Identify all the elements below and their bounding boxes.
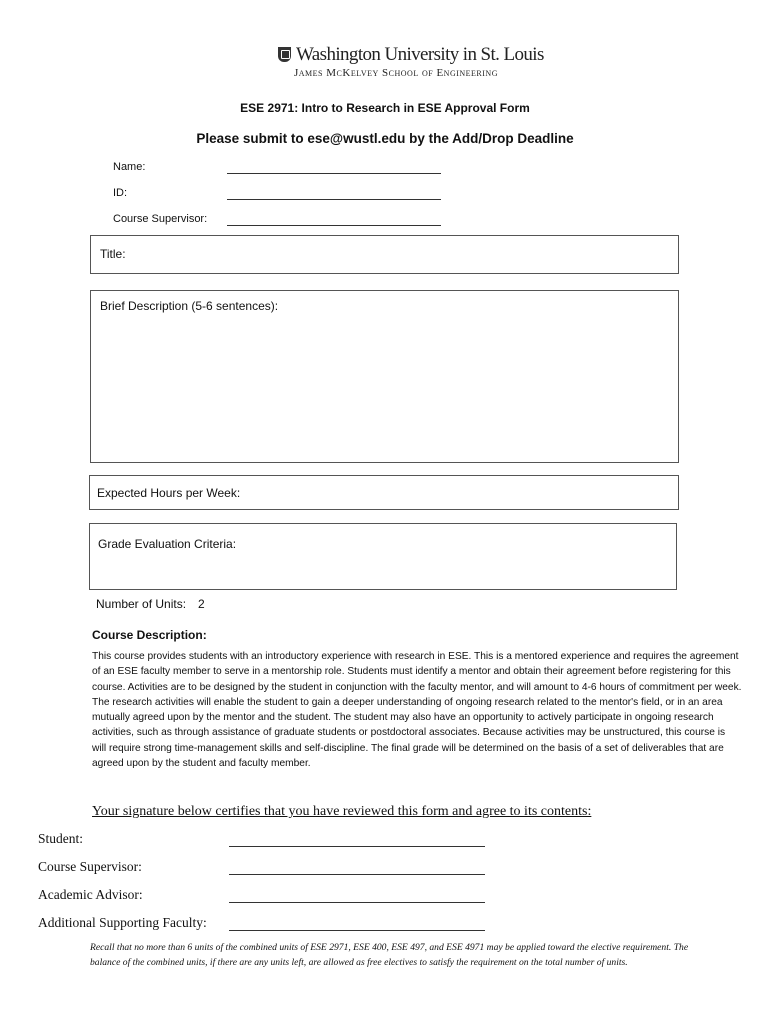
student-signature-field[interactable]: [229, 845, 485, 847]
advisor-signature-label: Academic Advisor:: [38, 887, 143, 902]
university-name: Washington University in St. Louis: [296, 44, 544, 65]
units-row: [96, 597, 205, 611]
title-box-label: Title:: [100, 247, 126, 261]
grade-criteria-box-label: Grade Evaluation Criteria:: [98, 537, 237, 551]
course-description-heading: Course Description:: [92, 628, 207, 642]
grade-criteria-box[interactable]: [89, 523, 677, 590]
id-field[interactable]: [227, 198, 441, 200]
title-box[interactable]: [90, 235, 679, 274]
university-logo: [278, 44, 544, 84]
supervisor-signature-label: Course Supervisor:: [38, 859, 142, 874]
units-recall-note: Recall that no more than 6 units of the combined units of ESE 2971, ESE 400, ESE 497, and ESE 4971 may be applied toward the elective requirement. The balance of the combined units, if there are any units left, are allowed as free electives to satisfy the requirement on the total number of units.: [90, 942, 689, 968]
description-box[interactable]: [90, 290, 679, 463]
course-description-text: This course provides students with an introductory experience with research in ESE. This is a mentored experience and requires the agreement of an ESE faculty member to serve in a mentorship role. Students must identify a mentor and obtain their agreement before registering for this course. Activities are to be designed by the student in conjunction with the faculty mentor, and will amount to 4-6 hours of commitment per week. The research activities will enable the student to gain a deeper understanding of ongoing research related to the mentor's field, or in an area mutually agreed upon by the mentor and the student. The student may also have an opportunity to actively participate in ongoing research activities, such as through assistance of graduate students or postdoctoral associates. Because activities may be unstructured, this course is will require strong time-management skills and self-discipline. The final grade will be determined on the basis of a set of deliverables that are agreed upon by the student and faculty member.: [92, 651, 742, 770]
supervisor-signature-field[interactable]: [229, 873, 485, 875]
faculty-signature-field[interactable]: [229, 929, 485, 931]
course-supervisor-label: Course Supervisor:: [113, 213, 208, 225]
form-title: ESE 2971: Intro to Research in ESE Approval Form: [240, 101, 530, 115]
university-crest-icon: [278, 47, 291, 62]
student-signature-label: Student:: [38, 831, 84, 846]
id-label: ID:: [113, 187, 128, 199]
submit-note: Please submit to ese@wustl.edu by the Add/Drop Deadline: [196, 131, 574, 146]
hours-box[interactable]: [89, 475, 679, 510]
name-field[interactable]: [227, 172, 441, 174]
units-value: 2: [198, 597, 205, 611]
signature-certification: Your signature below certifies that you have reviewed this form and agree to its contents:: [92, 804, 592, 819]
school-name: James McKelvey School of Engineering: [294, 67, 498, 79]
faculty-signature-label: Additional Supporting Faculty:: [38, 915, 207, 930]
units-label: Number of Units:: [96, 597, 187, 611]
name-label: Name:: [113, 161, 146, 173]
course-supervisor-field[interactable]: [227, 224, 441, 226]
hours-box-label: Expected Hours per Week:: [97, 486, 241, 500]
description-box-label: Brief Description (5-6 sentences):: [100, 299, 279, 313]
advisor-signature-field[interactable]: [229, 901, 485, 903]
